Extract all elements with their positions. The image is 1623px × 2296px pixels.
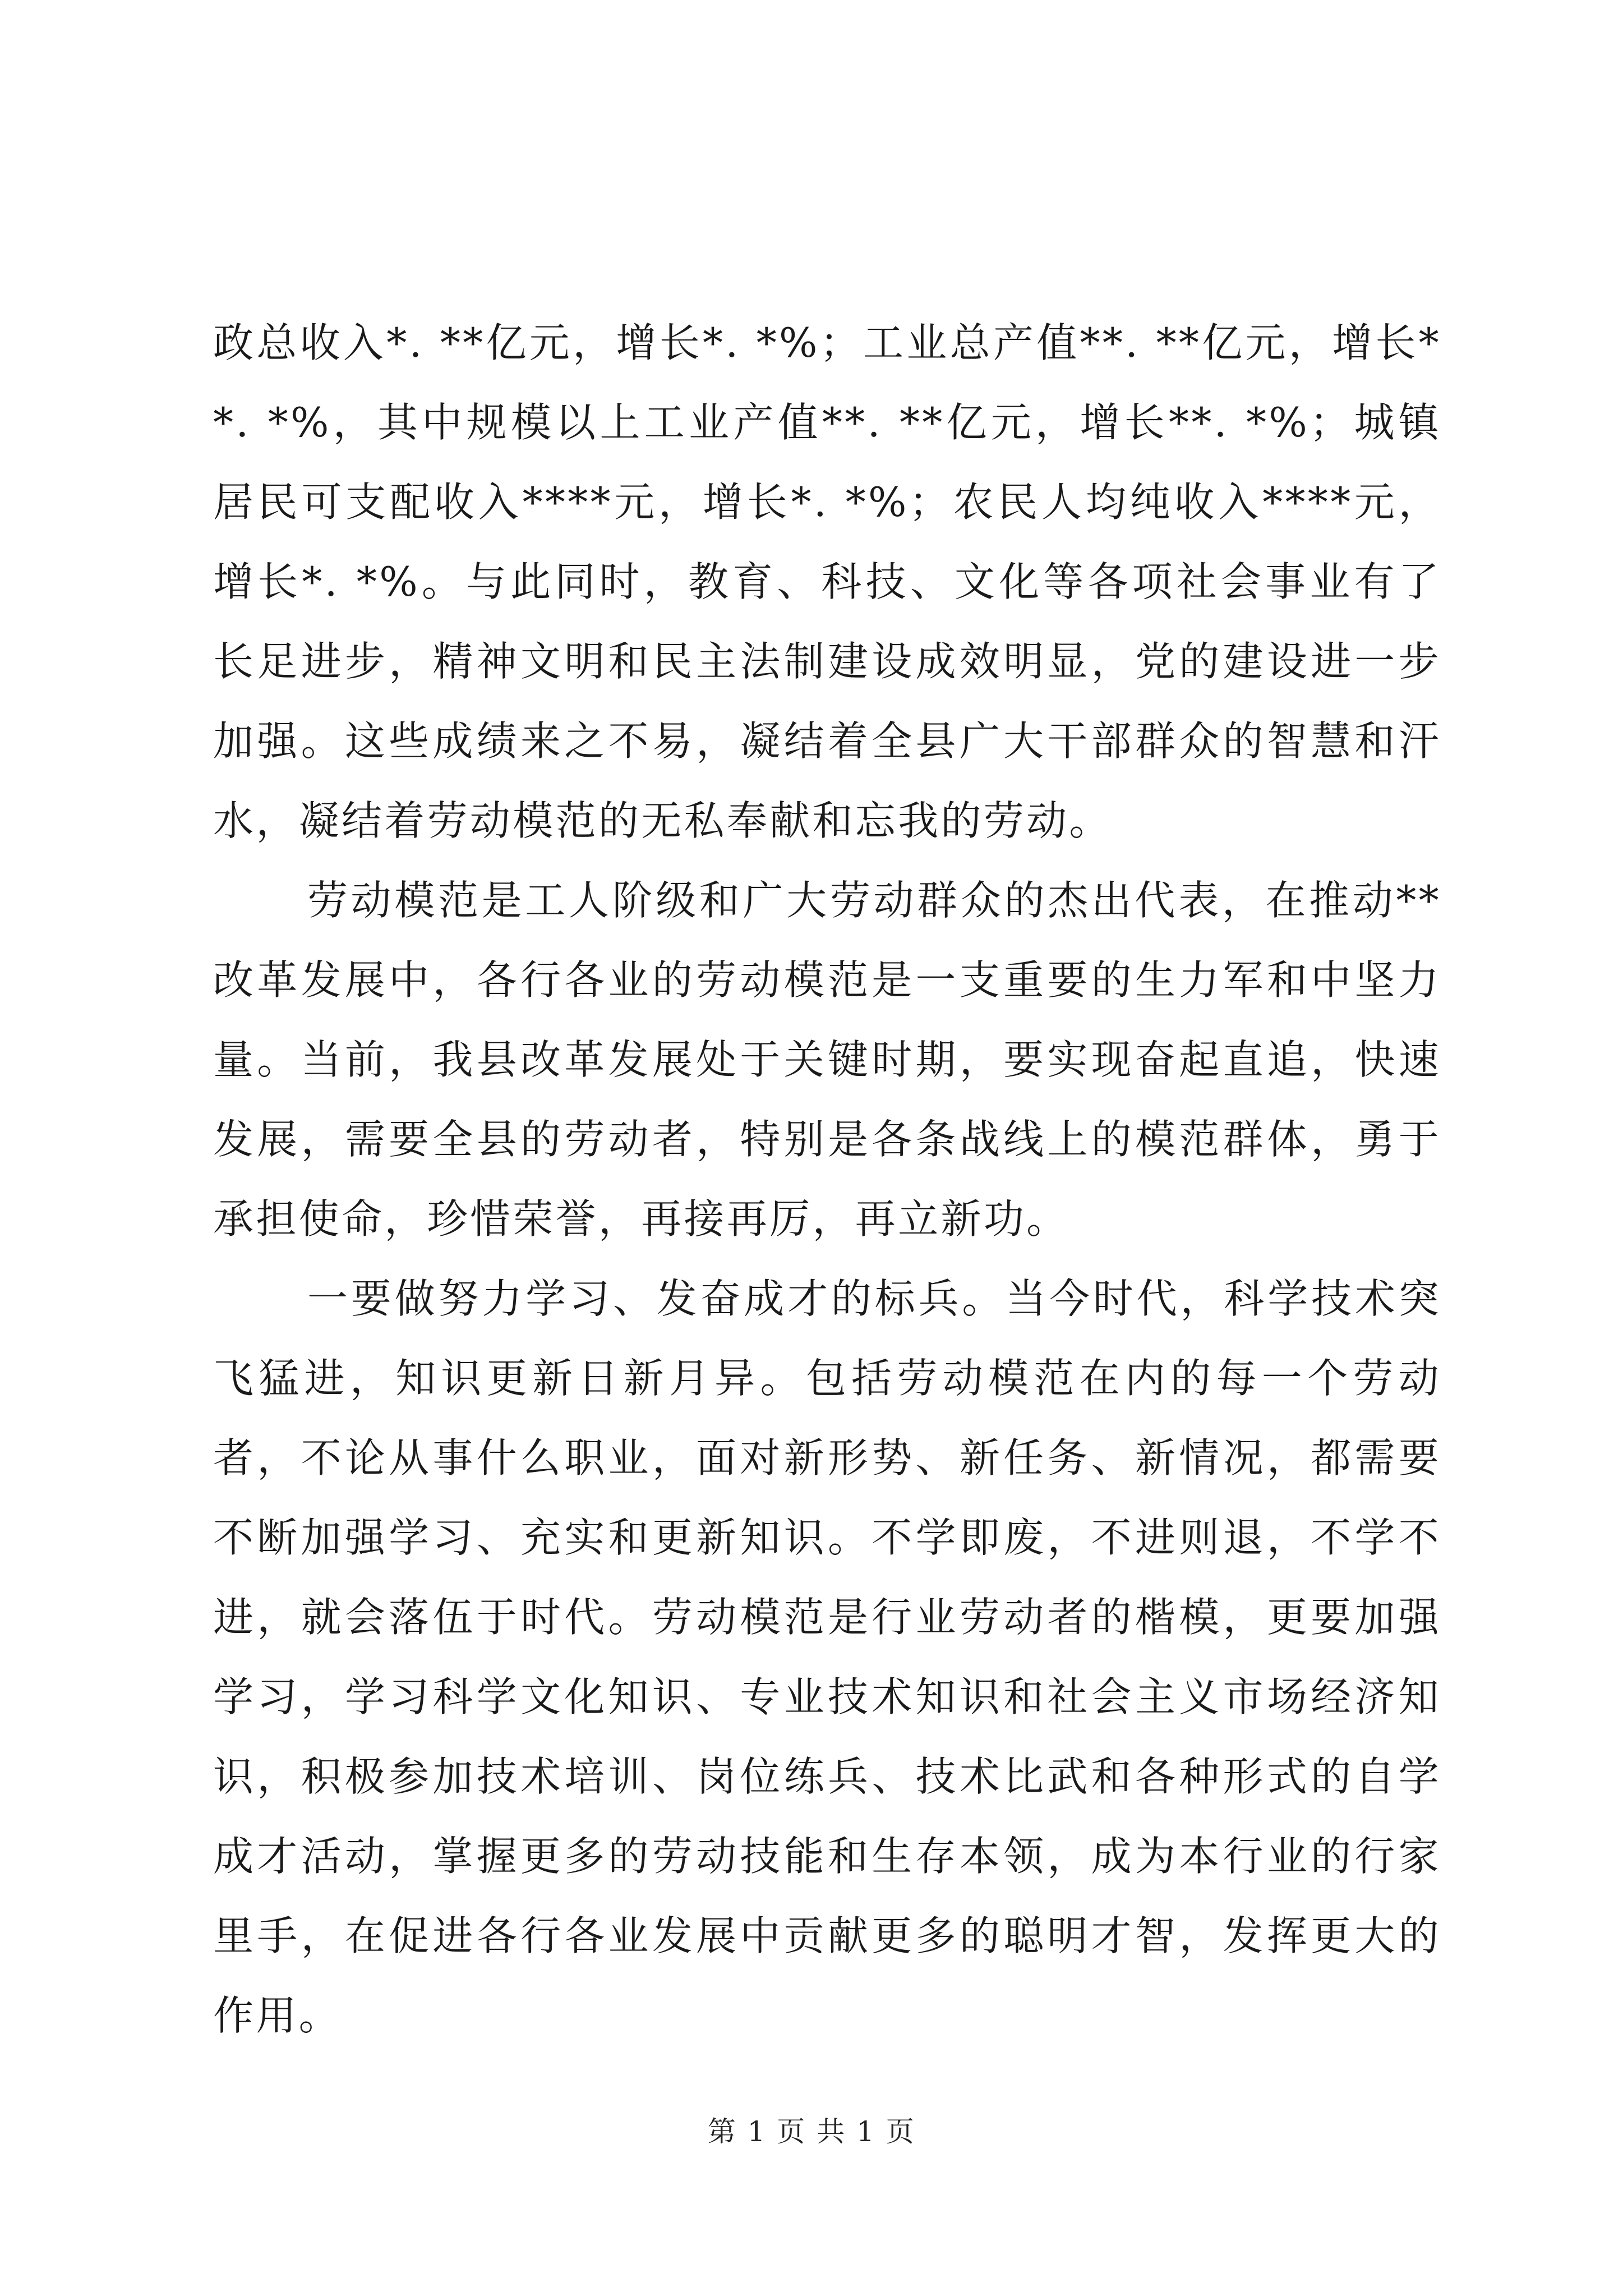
page-number-footer: 第 1 页 共 1 页 (707, 2115, 916, 2148)
paragraph-continued: 政总收入*. **亿元，增长*. *%；工业总产值**. **亿元，增长**. *%，其中规模以上工业产值**. **亿元，增长**. *%；城镇居民可支配收入****元，增长*. *%；农民人均纯收入****元，增长*. *%。与此同时，教育、科技、文化等各项社会事业有了长足进步，精神文明和民主法制建设成效明显，党的建设进一步加强。这些成绩来之不易，凝结着全县广大干部群众的智慧和汗水，凝结着劳动模范的无私奉献和忘我的劳动。 (213, 319, 1441, 844)
document-body (213, 303, 1441, 2055)
paragraph-study-exemplar: 一要做努力学习、发奋成才的标兵。当今时代，科学技术突飞猛进，知识更新日新月异。包括劳动模范在内的每一个劳动者，不论从事什么职业，面对新形势、新任务、新情况，都需要不断加强学习、充实和更新知识。不学即废，不进则退，不学不进，就会落伍于时代。劳动模范是行业劳动者的楷模，更要加强学习，学习科学文化知识、专业技术知识和社会主义市场经济知识，积极参加技术培训、岗位练兵、技术比武和各种形式的自学成才活动，掌握更多的劳动技能和生存本领，成为本行业的行家里手，在促进各行各业发展中贡献更多的聪明才智，发挥更大的作用。 (213, 1275, 1441, 2039)
paragraph-labor-models: 劳动模范是工人阶级和广大劳动群众的杰出代表，在推动**改革发展中，各行各业的劳动模范是一支重要的生力军和中坚力量。当前，我县改革发展处于关键时期，要实现奋起直追，快速发展，需要全县的劳动者，特别是各条战线上的模范群体，勇于承担使命，珍惜荣誉，再接再厉，再立新功。 (213, 877, 1441, 1243)
